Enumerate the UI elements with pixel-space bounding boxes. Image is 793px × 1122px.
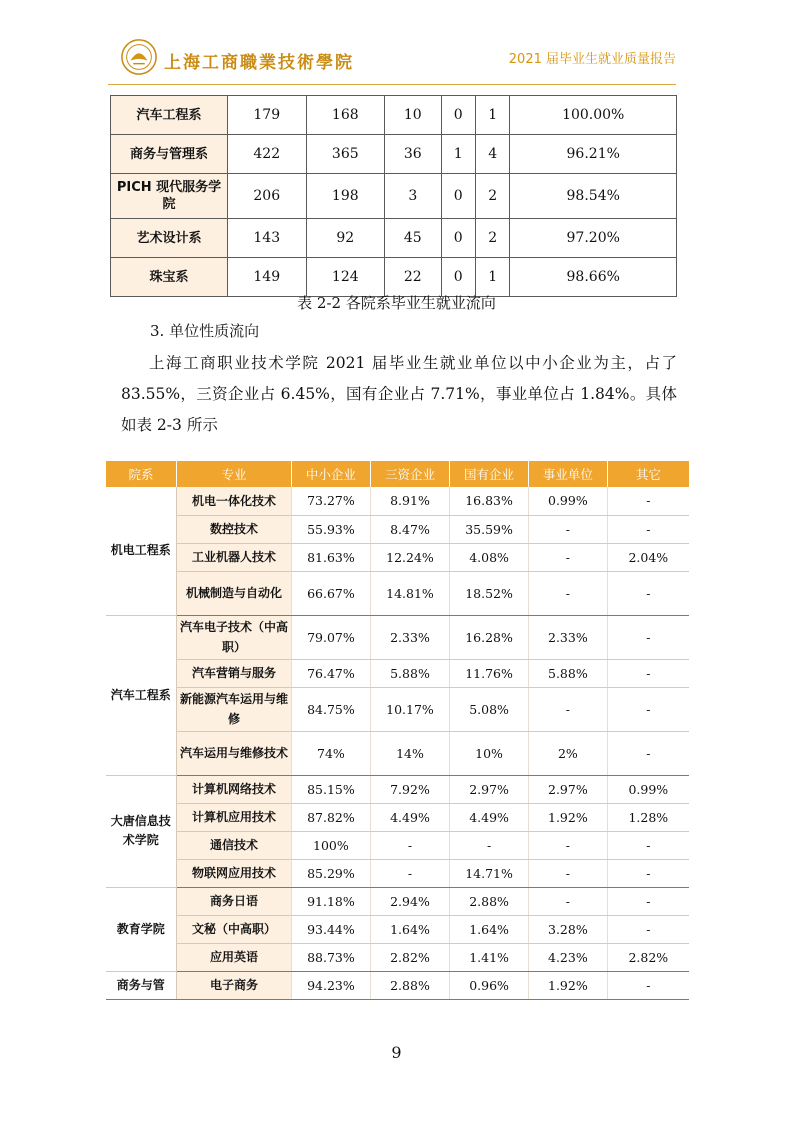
value-cell: 22 bbox=[385, 258, 441, 297]
value-cell: 1 bbox=[441, 135, 475, 174]
value-cell: 4 bbox=[475, 135, 509, 174]
table-row bbox=[106, 915, 690, 943]
value-cell: 10 bbox=[385, 96, 441, 135]
table-row bbox=[106, 859, 690, 887]
percentage-cell: 14% bbox=[370, 731, 449, 775]
percentage-cell: 100% bbox=[291, 831, 370, 859]
percentage-cell: 3.28% bbox=[529, 915, 608, 943]
percentage-cell: 1.41% bbox=[450, 943, 529, 971]
percentage-cell: 1.64% bbox=[450, 915, 529, 943]
percentage-cell: - bbox=[450, 831, 529, 859]
table-row bbox=[106, 731, 690, 775]
percentage-cell: 1.92% bbox=[529, 971, 608, 999]
table-row bbox=[106, 487, 690, 515]
table-row bbox=[106, 515, 690, 543]
percentage-cell: - bbox=[529, 831, 608, 859]
table-row bbox=[106, 659, 690, 687]
department-name-cell: 汽车工程系 bbox=[111, 96, 228, 135]
department-cell: 机电工程系 bbox=[106, 487, 177, 615]
value-cell: 0 bbox=[441, 174, 475, 219]
percentage-cell: - bbox=[607, 515, 689, 543]
percentage-cell: - bbox=[607, 615, 689, 659]
percentage-cell: 2.33% bbox=[370, 615, 449, 659]
value-cell: 149 bbox=[228, 258, 307, 297]
percentage-cell: 0.99% bbox=[607, 775, 689, 803]
percentage-cell: 16.83% bbox=[450, 487, 529, 515]
major-cell: 机械制造与自动化 bbox=[177, 571, 292, 615]
column-header: 专业 bbox=[177, 461, 292, 487]
major-cell: 汽车运用与维修技术 bbox=[177, 731, 292, 775]
column-header: 其它 bbox=[607, 461, 689, 487]
major-cell: 数控技术 bbox=[177, 515, 292, 543]
value-cell: 198 bbox=[306, 174, 385, 219]
value-cell: 0 bbox=[441, 96, 475, 135]
percentage-cell: 2.97% bbox=[529, 775, 608, 803]
percentage-cell: 5.08% bbox=[450, 687, 529, 731]
percentage-cell: 55.93% bbox=[291, 515, 370, 543]
column-header: 院系 bbox=[106, 461, 177, 487]
percentage-cell: 1.64% bbox=[370, 915, 449, 943]
percentage-cell: - bbox=[370, 831, 449, 859]
percentage-cell: 0.99% bbox=[529, 487, 608, 515]
value-cell: 179 bbox=[228, 96, 307, 135]
value-cell: 45 bbox=[385, 219, 441, 258]
value-cell: 36 bbox=[385, 135, 441, 174]
value-cell: 2 bbox=[475, 174, 509, 219]
employer-type-table bbox=[105, 461, 689, 1000]
value-cell: 98.66% bbox=[510, 258, 677, 297]
table-row bbox=[111, 174, 677, 219]
column-header: 国有企业 bbox=[450, 461, 529, 487]
percentage-cell: 8.47% bbox=[370, 515, 449, 543]
percentage-cell: - bbox=[607, 971, 689, 999]
header-divider bbox=[108, 84, 676, 85]
value-cell: 3 bbox=[385, 174, 441, 219]
percentage-cell: 2.88% bbox=[450, 887, 529, 915]
major-cell: 物联网应用技术 bbox=[177, 859, 292, 887]
value-cell: 1 bbox=[475, 96, 509, 135]
percentage-cell: - bbox=[529, 543, 608, 571]
value-cell: 97.20% bbox=[510, 219, 677, 258]
department-cell: 汽车工程系 bbox=[106, 615, 177, 775]
table-row bbox=[106, 615, 690, 659]
page-header bbox=[108, 34, 676, 84]
percentage-cell: 74% bbox=[291, 731, 370, 775]
percentage-cell: 16.28% bbox=[450, 615, 529, 659]
value-cell: 365 bbox=[306, 135, 385, 174]
major-cell: 汽车电子技术（中高职） bbox=[177, 615, 292, 659]
body-paragraph: 上海工商职业技术学院 2021 届毕业生就业单位以中小企业为主，占了 83.55%，三资企业占 6.45%，国有企业占 7.71%，事业单位占 1.84%。具体如表 2-3 所示 bbox=[121, 354, 677, 434]
percentage-cell: 79.07% bbox=[291, 615, 370, 659]
school-name: 上海工商職業技術學院 bbox=[164, 53, 354, 73]
department-cell: 大唐信息技术学院 bbox=[106, 775, 177, 887]
table-row bbox=[106, 775, 690, 803]
percentage-cell: - bbox=[607, 487, 689, 515]
percentage-cell: 94.23% bbox=[291, 971, 370, 999]
percentage-cell: 10.17% bbox=[370, 687, 449, 731]
department-name-cell: 商务与管理系 bbox=[111, 135, 228, 174]
major-cell: 通信技术 bbox=[177, 831, 292, 859]
percentage-cell: 2% bbox=[529, 731, 608, 775]
percentage-cell: 18.52% bbox=[450, 571, 529, 615]
percentage-cell: 0.96% bbox=[450, 971, 529, 999]
percentage-cell: 4.49% bbox=[450, 803, 529, 831]
value-cell: 124 bbox=[306, 258, 385, 297]
major-cell: 工业机器人技术 bbox=[177, 543, 292, 571]
percentage-cell: - bbox=[607, 659, 689, 687]
percentage-cell: 2.82% bbox=[370, 943, 449, 971]
percentage-cell: 2.04% bbox=[607, 543, 689, 571]
major-cell: 汽车营销与服务 bbox=[177, 659, 292, 687]
percentage-cell: 1.92% bbox=[529, 803, 608, 831]
percentage-cell: 81.63% bbox=[291, 543, 370, 571]
major-cell: 新能源汽车运用与维修 bbox=[177, 687, 292, 731]
percentage-cell: - bbox=[529, 571, 608, 615]
percentage-cell: 91.18% bbox=[291, 887, 370, 915]
percentage-cell: 88.73% bbox=[291, 943, 370, 971]
percentage-cell: 4.23% bbox=[529, 943, 608, 971]
percentage-cell: 73.27% bbox=[291, 487, 370, 515]
table-row bbox=[111, 96, 677, 135]
percentage-cell: - bbox=[529, 687, 608, 731]
table-row bbox=[106, 971, 690, 999]
percentage-cell: 76.47% bbox=[291, 659, 370, 687]
table-caption: 表 2-2 各院系毕业生就业流向 bbox=[297, 294, 496, 312]
table-row bbox=[111, 219, 677, 258]
value-cell: 206 bbox=[228, 174, 307, 219]
table-row bbox=[106, 543, 690, 571]
value-cell: 92 bbox=[306, 219, 385, 258]
value-cell: 2 bbox=[475, 219, 509, 258]
value-cell: 0 bbox=[441, 258, 475, 297]
table-row bbox=[111, 258, 677, 297]
school-logo-icon bbox=[120, 38, 158, 76]
percentage-cell: - bbox=[529, 859, 608, 887]
percentage-cell: 5.88% bbox=[370, 659, 449, 687]
department-cell: 教育学院 bbox=[106, 887, 177, 971]
table-row bbox=[106, 687, 690, 731]
percentage-cell: - bbox=[607, 687, 689, 731]
percentage-cell: 66.67% bbox=[291, 571, 370, 615]
major-cell: 机电一体化技术 bbox=[177, 487, 292, 515]
percentage-cell: - bbox=[529, 515, 608, 543]
percentage-cell: - bbox=[607, 859, 689, 887]
value-cell: 1 bbox=[475, 258, 509, 297]
percentage-cell: 7.92% bbox=[370, 775, 449, 803]
major-cell: 文秘（中高职） bbox=[177, 915, 292, 943]
percentage-cell: - bbox=[370, 859, 449, 887]
table-row bbox=[106, 803, 690, 831]
column-header: 中小企业 bbox=[291, 461, 370, 487]
value-cell: 422 bbox=[228, 135, 307, 174]
table-row bbox=[106, 831, 690, 859]
percentage-cell: - bbox=[607, 831, 689, 859]
percentage-cell: 14.81% bbox=[370, 571, 449, 615]
percentage-cell: 8.91% bbox=[370, 487, 449, 515]
percentage-cell: 5.88% bbox=[529, 659, 608, 687]
section-heading: 3. 单位性质流向 bbox=[150, 322, 260, 340]
percentage-cell: 2.97% bbox=[450, 775, 529, 803]
percentage-cell: 84.75% bbox=[291, 687, 370, 731]
percentage-cell: 2.33% bbox=[529, 615, 608, 659]
table-header-row bbox=[106, 461, 690, 487]
page-number: 9 bbox=[391, 1043, 402, 1062]
percentage-cell: 2.94% bbox=[370, 887, 449, 915]
percentage-cell: 85.15% bbox=[291, 775, 370, 803]
department-name-cell: PICH 现代服务学院 bbox=[111, 174, 228, 219]
column-header: 事业单位 bbox=[529, 461, 608, 487]
department-name-cell: 珠宝系 bbox=[111, 258, 228, 297]
value-cell: 96.21% bbox=[510, 135, 677, 174]
report-title: 2021 届毕业生就业质量报告 bbox=[508, 52, 676, 67]
value-cell: 168 bbox=[306, 96, 385, 135]
major-cell: 电子商务 bbox=[177, 971, 292, 999]
percentage-cell: - bbox=[607, 887, 689, 915]
table-row bbox=[106, 887, 690, 915]
percentage-cell: 1.28% bbox=[607, 803, 689, 831]
percentage-cell: 4.08% bbox=[450, 543, 529, 571]
value-cell: 98.54% bbox=[510, 174, 677, 219]
percentage-cell: 14.71% bbox=[450, 859, 529, 887]
percentage-cell: 87.82% bbox=[291, 803, 370, 831]
percentage-cell: - bbox=[607, 731, 689, 775]
percentage-cell: 85.29% bbox=[291, 859, 370, 887]
major-cell: 商务日语 bbox=[177, 887, 292, 915]
percentage-cell: 10% bbox=[450, 731, 529, 775]
percentage-cell: 11.76% bbox=[450, 659, 529, 687]
percentage-cell: - bbox=[607, 915, 689, 943]
table-row bbox=[106, 943, 690, 971]
department-cell: 商务与管 bbox=[106, 971, 177, 999]
column-header: 三资企业 bbox=[370, 461, 449, 487]
percentage-cell: 35.59% bbox=[450, 515, 529, 543]
percentage-cell: 93.44% bbox=[291, 915, 370, 943]
percentage-cell: 2.88% bbox=[370, 971, 449, 999]
major-cell: 计算机网络技术 bbox=[177, 775, 292, 803]
percentage-cell: 12.24% bbox=[370, 543, 449, 571]
table-row bbox=[106, 571, 690, 615]
department-flow-table bbox=[110, 95, 677, 297]
value-cell: 0 bbox=[441, 219, 475, 258]
major-cell: 应用英语 bbox=[177, 943, 292, 971]
major-cell: 计算机应用技术 bbox=[177, 803, 292, 831]
department-name-cell: 艺术设计系 bbox=[111, 219, 228, 258]
value-cell: 143 bbox=[228, 219, 307, 258]
table-row bbox=[111, 135, 677, 174]
percentage-cell: - bbox=[529, 887, 608, 915]
percentage-cell: 4.49% bbox=[370, 803, 449, 831]
percentage-cell: 2.82% bbox=[607, 943, 689, 971]
value-cell: 100.00% bbox=[510, 96, 677, 135]
percentage-cell: - bbox=[607, 571, 689, 615]
